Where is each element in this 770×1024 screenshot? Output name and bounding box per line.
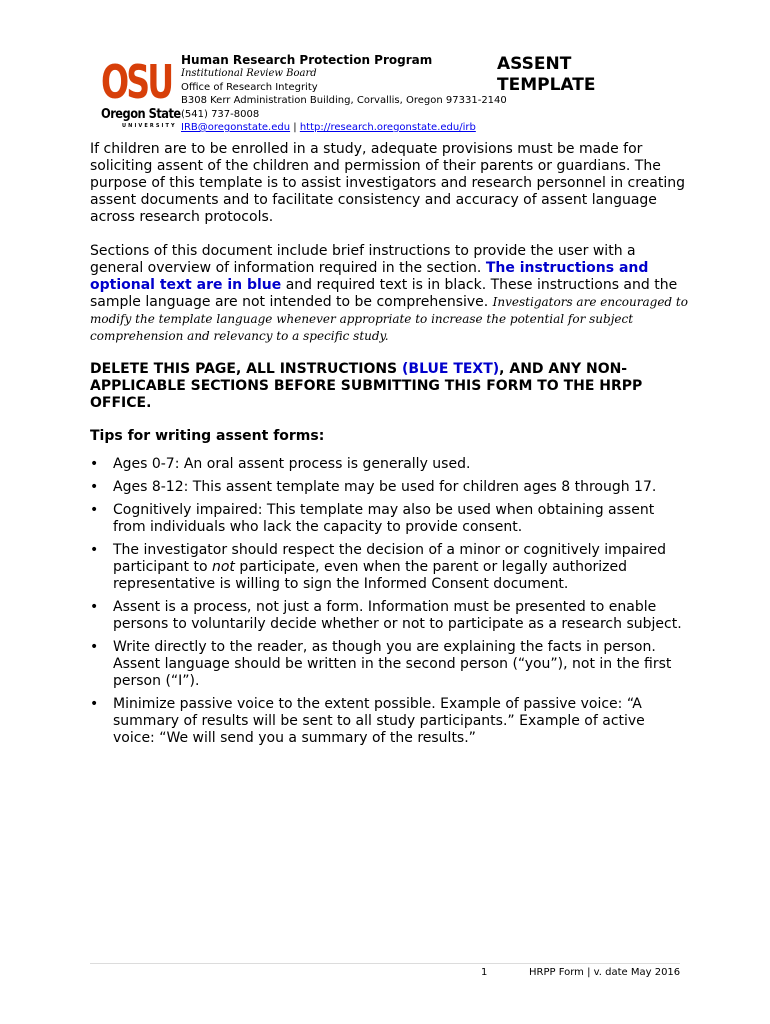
logo-osu-text: OSU bbox=[101, 55, 172, 109]
tip-item-7 bbox=[90, 696, 690, 747]
bullet-icon: • bbox=[90, 599, 99, 615]
letterhead bbox=[181, 53, 507, 135]
tip-text: Assent is a process, not just a form. Information must be presented to enable persons to voluntarily decide whether or not to participate as a research subject. bbox=[113, 599, 682, 632]
document-body bbox=[90, 141, 690, 753]
intro-paragraph: If children are to be enrolled in a study, adequate provisions must be made for soliciting assent of the children and permission of their parents or guardians. The purpose of this template is to assist investigators and research personnel in creating assent documents and to facilitate consistency and accuracy of assent language across research protocols. bbox=[90, 141, 686, 225]
tip-item-6 bbox=[90, 639, 690, 690]
delete-notice bbox=[90, 361, 690, 412]
tip-item-1 bbox=[90, 456, 690, 473]
delete-notice-text-2: , AND ANY NON-APPLICABLE SECTIONS BEFORE SUBMITTING THIS FORM TO THE HRPP OFFICE. bbox=[90, 361, 643, 411]
bullet-icon: • bbox=[90, 542, 99, 558]
tip-item-3 bbox=[90, 502, 690, 536]
tip-text: Write directly to the reader, as though you are explaining the facts in person. Assent language should be written in the second person (“you”), not in the first person (“I”). bbox=[113, 639, 672, 689]
bullet-icon: • bbox=[90, 456, 99, 472]
bullet-icon: • bbox=[90, 502, 99, 518]
tips-list bbox=[90, 456, 690, 747]
osu-logo bbox=[101, 55, 181, 129]
logo-university-text: UNIVERSITY bbox=[122, 123, 177, 129]
bullet-icon: • bbox=[90, 696, 99, 712]
form-version: HRPP Form | v. date May 2016 bbox=[529, 967, 681, 978]
tip-text-post: participate, even when the parent or legally authorized representative is willing to sign the Informed Consent document. bbox=[113, 559, 628, 592]
office-phone: (541) 737-8008 bbox=[181, 108, 260, 120]
office-name: Office of Research Integrity bbox=[181, 81, 318, 93]
footer-divider bbox=[90, 963, 680, 964]
program-name: Human Research Protection Program bbox=[181, 53, 433, 67]
tip-text: Ages 0-7: An oral assent process is generally used. bbox=[113, 456, 471, 472]
title-line-1: ASSENT bbox=[497, 54, 572, 74]
tip-item-2 bbox=[90, 479, 690, 496]
sections-text-2: and required text is in black. These instructions and the sample language are not intended to be comprehensive. bbox=[90, 277, 678, 310]
sections-blue-text: The instructions and optional text are in blue bbox=[90, 260, 649, 293]
sections-paragraph bbox=[90, 243, 690, 345]
logo-oregon-state-text: Oregon State bbox=[101, 107, 181, 122]
board-name: Institutional Review Board bbox=[181, 68, 317, 79]
page-number: 1 bbox=[481, 967, 488, 978]
delete-notice-text-1: DELETE THIS PAGE, ALL INSTRUCTIONS bbox=[90, 361, 403, 377]
link-separator: | bbox=[293, 122, 297, 133]
tip-item-5 bbox=[90, 599, 690, 633]
tips-heading: Tips for writing assent forms: bbox=[90, 428, 325, 444]
title-line-2: TEMPLATE bbox=[497, 75, 596, 95]
delete-notice-blue-text: (BLUE TEXT) bbox=[402, 361, 500, 377]
sections-italic-text: Investigators are encouraged to modify the template language whenever appropriate to increase the potential for subject comprehension and relevancy to a specific study. bbox=[90, 295, 688, 343]
website-link[interactable]: http://research.oregonstate.edu/irb bbox=[299, 122, 476, 133]
document-title bbox=[497, 54, 595, 96]
contact-links bbox=[181, 121, 507, 135]
tip-text: Minimize passive voice to the extent possible. Example of passive voice: “A summary of results will be sent to all study participants.” Example of active voice: “We will send you a summary of the results.” bbox=[113, 696, 645, 746]
tip-text-pre: The investigator should respect the decision of a minor or cognitively impaired participant to bbox=[113, 542, 667, 575]
sections-text-1: Sections of this document include brief instructions to provide the user with a general overview of information required in the section. bbox=[90, 243, 636, 276]
tip-text-emphasis: not bbox=[211, 559, 235, 575]
email-link[interactable]: IRB@oregonstate.edu bbox=[181, 122, 291, 133]
tip-text: Ages 8-12: This assent template may be used for children ages 8 through 17. bbox=[113, 479, 657, 495]
bullet-icon: • bbox=[90, 639, 99, 655]
tip-text: Cognitively impaired: This template may also be used when obtaining assent from individuals who lack the capacity to provide consent. bbox=[113, 502, 655, 535]
office-address: B308 Kerr Administration Building, Corvallis, Oregon 97331-2140 bbox=[181, 95, 507, 106]
tip-item-4 bbox=[90, 542, 690, 593]
bullet-icon: • bbox=[90, 479, 99, 495]
